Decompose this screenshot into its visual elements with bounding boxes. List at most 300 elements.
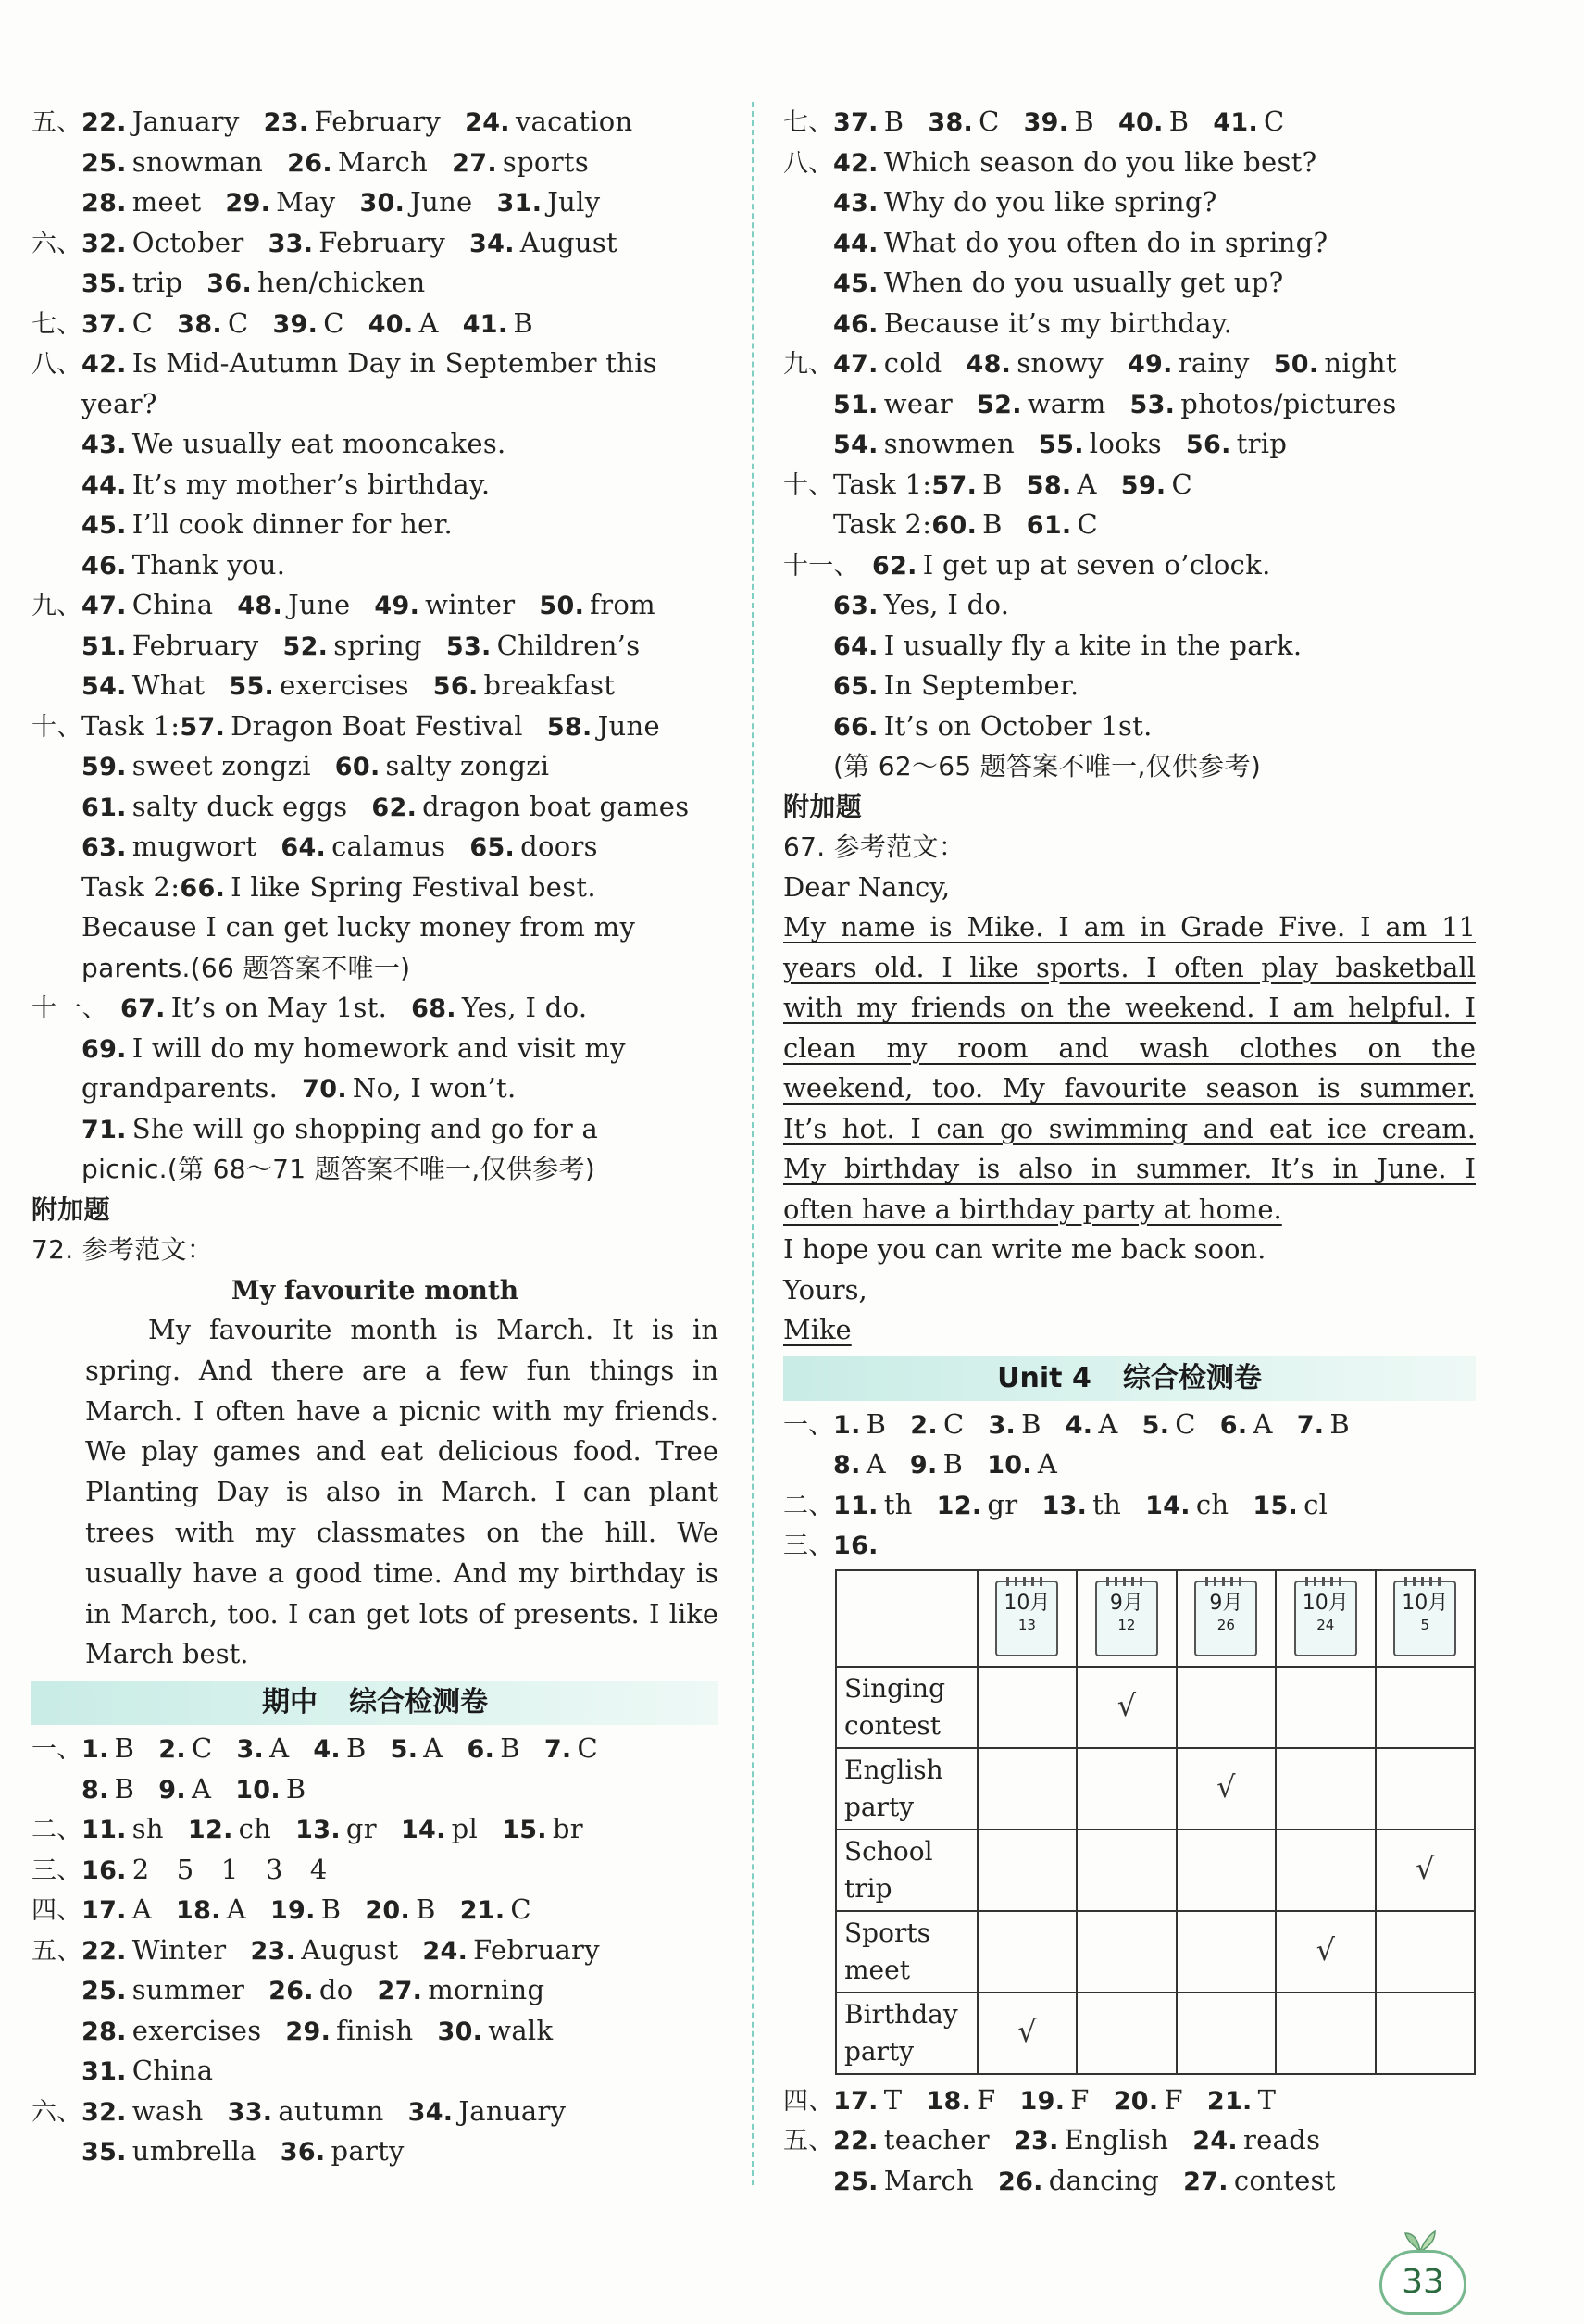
answer-line — [31, 948, 718, 989]
answer-line — [783, 424, 1476, 465]
question-number: 8. — [81, 1775, 109, 1805]
answer-text: We usually eat mooncakes. — [131, 428, 506, 459]
answer-text: contest — [1233, 2164, 1336, 2196]
table-cell — [978, 1830, 1077, 1911]
question-number: 58. — [1026, 470, 1072, 500]
letter-signature: Mike — [783, 1314, 852, 1345]
answer-text: breakfast — [483, 669, 616, 701]
question-number: 45. — [81, 511, 127, 540]
answer-text: I will do my homework and visit my — [131, 1031, 626, 1064]
answer-text: B — [320, 1893, 342, 1926]
answer-line — [783, 1485, 1476, 1526]
answer-text: February — [473, 1933, 600, 1966]
answer-line — [31, 304, 718, 344]
answer-text: T — [1257, 2083, 1277, 2116]
answer-text: hen/chicken — [257, 267, 426, 298]
answer-text: exercises — [280, 669, 409, 701]
answer-text: 2 5 1 3 4 — [131, 1853, 328, 1885]
section-number: 五、 — [783, 2127, 834, 2155]
question-number: 59. — [1120, 470, 1166, 500]
answer-line — [31, 143, 718, 183]
answer-text: C — [1077, 508, 1098, 540]
table-cell — [1376, 1830, 1475, 1911]
calendar-month: 9月 — [1109, 1591, 1143, 1615]
section-number: 十、 — [31, 712, 82, 742]
answer-line — [31, 787, 718, 828]
unit4-banner — [783, 1356, 1476, 1401]
right-answers — [783, 102, 1476, 787]
answer-line — [783, 1525, 1476, 1566]
answer-text: Yes, I do. — [461, 992, 588, 1023]
question-number: 31. — [496, 189, 543, 218]
table-header-row — [836, 1570, 1475, 1667]
answer-text: B — [1021, 1407, 1041, 1440]
answer-line — [783, 223, 1476, 264]
answer-line — [31, 1890, 718, 1930]
event-label — [836, 1667, 978, 1748]
answer-text: A — [131, 1893, 152, 1926]
table-row — [836, 1667, 1475, 1748]
left-answers — [31, 102, 718, 1190]
question-number: 35. — [81, 269, 127, 298]
table-cell — [1077, 1911, 1176, 1993]
section-number: 六、 — [31, 229, 82, 258]
answer-line — [31, 1930, 718, 1971]
table-cell — [1376, 1667, 1475, 1748]
question-number: 36. — [206, 269, 253, 298]
table-row — [836, 1748, 1475, 1830]
answer-text: B — [285, 1772, 306, 1805]
question-number: 33. — [268, 229, 314, 258]
answer-text: wear — [883, 387, 954, 419]
page-number: 33 — [1379, 2250, 1466, 2315]
question-number: 66. — [833, 712, 879, 742]
table-row — [836, 1993, 1475, 2074]
answer-text: C — [323, 306, 344, 339]
answer-text: photos/pictures — [1180, 387, 1397, 419]
question-number: 24. — [1192, 2127, 1238, 2155]
question-number: 64. — [833, 631, 879, 661]
calendar-month: 10月 — [1004, 1591, 1051, 1615]
answer-text: gr — [987, 1488, 1018, 1520]
question-number: 52. — [282, 631, 329, 661]
answer-text: January — [131, 106, 240, 137]
question-number: 12. — [936, 1491, 982, 1520]
answer-line — [31, 2131, 718, 2172]
answer-line — [783, 2161, 1476, 2202]
answer-text: When do you usually get up? — [883, 267, 1284, 298]
answer-text: B — [883, 106, 904, 137]
answer-text: B — [346, 1732, 367, 1765]
answer-text: calamus — [331, 831, 446, 862]
date-cell — [1077, 1570, 1176, 1667]
answer-text: snowmen — [883, 428, 1016, 459]
answer-text: trip — [1236, 428, 1288, 459]
answer-text: F — [1164, 2083, 1183, 2116]
question-number: 45. — [833, 269, 879, 298]
calendar-day: 26 — [1216, 1616, 1235, 1633]
question-number: 50. — [539, 592, 585, 620]
answer-line — [31, 384, 718, 425]
answer-text: August — [519, 226, 617, 258]
answer-text: B — [866, 1407, 887, 1440]
section-number: 四、 — [31, 1896, 82, 1926]
section-number: 九、 — [783, 350, 834, 379]
question-number: 25. — [81, 1977, 127, 2006]
question-number: 52. — [977, 390, 1022, 419]
question-number: 3. — [236, 1735, 265, 1765]
question-number: 41. — [462, 309, 508, 339]
question-number: 17. — [81, 1896, 127, 1926]
continuation-text: grandparents. — [81, 1072, 279, 1104]
question-number: 21. — [1206, 2086, 1253, 2116]
answer-text: cl — [1303, 1488, 1328, 1520]
question-number: 3. — [988, 1410, 1017, 1440]
answer-text: June — [597, 709, 660, 742]
answer-text: dancing — [1048, 2164, 1160, 2196]
section-number: 十一、 — [31, 994, 107, 1023]
question-number: 13. — [1041, 1491, 1088, 1520]
question-number: 7. — [543, 1735, 572, 1765]
banner-part-a: Unit 4 — [997, 1361, 1091, 1394]
question-number: 53. — [1129, 390, 1176, 419]
question-number: 15. — [502, 1816, 547, 1845]
question-number: 28. — [81, 189, 127, 218]
question-number: 34. — [469, 229, 515, 258]
question-number: 60. — [931, 511, 978, 540]
answer-text: C — [577, 1732, 598, 1765]
question-number: 9. — [158, 1775, 186, 1805]
calendar-icon — [1194, 1581, 1257, 1656]
answer-text: trip — [131, 267, 183, 298]
question-number: 54. — [833, 431, 879, 459]
answer-line — [783, 666, 1476, 706]
section-number: 五、 — [31, 1936, 82, 1966]
question-number: 28. — [81, 2017, 127, 2046]
question-number: 5. — [390, 1735, 418, 1765]
answer-text: A — [1253, 1407, 1273, 1440]
question-number: 44. — [81, 470, 127, 500]
section-number: 一、 — [31, 1735, 82, 1765]
question-number: 36. — [280, 2138, 326, 2168]
answer-text: party — [331, 2135, 405, 2168]
answer-text: teacher — [883, 2124, 990, 2155]
answer-text: B — [500, 1732, 520, 1765]
answer-text: ch — [1195, 1488, 1229, 1520]
answer-line — [31, 1850, 718, 1891]
section-number: 三、 — [783, 1531, 834, 1560]
answer-text: A — [1098, 1407, 1118, 1440]
answer-line — [31, 182, 718, 223]
answer-text: B — [1074, 106, 1094, 137]
section-number: 七、 — [31, 309, 82, 339]
letter-line: My name is Mike. I am in Grade Five. I am 11 — [783, 911, 1476, 943]
question-number: 2. — [158, 1735, 186, 1765]
question-number: 51. — [81, 631, 127, 661]
continuation-text: picnic.(第 68～71 题答案不唯一,仅供参考) — [81, 1154, 595, 1184]
answer-text: mugwort — [131, 831, 257, 862]
answer-line — [31, 585, 718, 626]
answer-text: C — [227, 306, 249, 339]
question-number: 18. — [175, 1896, 221, 1926]
date-cell — [1177, 1570, 1276, 1667]
question-number: 10. — [235, 1775, 281, 1805]
answer-line — [31, 102, 718, 143]
essay — [31, 1310, 718, 1675]
answer-text: dragon boat games — [422, 790, 690, 822]
question-number: 51. — [833, 390, 879, 419]
answer-line — [31, 666, 718, 706]
question-number: 35. — [81, 2138, 127, 2168]
answer-text: Children’s — [496, 629, 641, 661]
section-number: 八、 — [31, 350, 82, 379]
answer-text: sports — [502, 145, 589, 178]
answer-text: pl — [451, 1813, 479, 1845]
answer-line — [783, 545, 1476, 586]
letter-closing: I hope you can write me back soon. — [783, 1233, 1266, 1265]
question-number: 43. — [81, 431, 127, 459]
question-number: 48. — [237, 592, 283, 620]
question-number: 65. — [469, 833, 516, 862]
question-number: 57. — [180, 712, 226, 742]
answer-text: July — [547, 186, 601, 218]
answer-text: night — [1324, 347, 1397, 379]
answer-text: salty zongzi — [385, 750, 550, 781]
answer-text: I usually fly a kite in the park. — [883, 629, 1303, 661]
question-number: 29. — [225, 189, 271, 218]
answer-line — [31, 706, 718, 747]
table-cell — [1177, 1748, 1276, 1830]
question-number: 69. — [81, 1034, 127, 1064]
question-number: 56. — [1185, 431, 1231, 459]
answer-text: March — [337, 145, 429, 178]
letter-line: clean my room and wash clothes on the — [783, 1031, 1476, 1064]
answer-text: sweet zongzi — [131, 750, 311, 781]
section-number: 五、 — [31, 108, 82, 137]
answer-text: C — [131, 306, 154, 339]
question-number: 6. — [467, 1735, 495, 1765]
section-number: 七、 — [783, 108, 834, 137]
question-number: 55. — [1039, 431, 1084, 459]
question-number: 58. — [546, 712, 592, 742]
question-number: 15. — [1253, 1491, 1299, 1520]
schedule-table — [835, 1569, 1476, 2075]
event-label-line1: Singing — [844, 1672, 946, 1704]
event-label — [836, 1748, 978, 1830]
question-number: 60. — [334, 753, 380, 781]
answer-text: vacation — [515, 106, 633, 137]
question-number: 66. — [180, 873, 226, 903]
question-number: 32. — [81, 2097, 127, 2127]
answer-text: B — [982, 508, 1003, 540]
section-number: 二、 — [783, 1491, 834, 1520]
unit4-answers — [783, 1405, 1476, 1566]
question-number: 32. — [81, 229, 127, 258]
event-label-line2: meet — [844, 1954, 910, 1985]
answer-text: B — [942, 1448, 964, 1480]
question-number: 19. — [269, 1896, 316, 1926]
question-number: 33. — [227, 2097, 273, 2127]
table-cell — [1077, 1993, 1176, 2074]
answer-text: February — [318, 226, 446, 258]
calendar-day: 24 — [1316, 1616, 1335, 1633]
question-number: 55. — [229, 672, 275, 701]
answer-text: finish — [336, 2014, 414, 2046]
question-number: 20. — [365, 1896, 411, 1926]
question-number: 1. — [833, 1410, 861, 1440]
answer-text: autumn — [278, 2094, 384, 2127]
section-number: 九、 — [31, 592, 82, 620]
question-number: 34. — [407, 2097, 454, 2127]
question-number: 23. — [250, 1936, 296, 1966]
answer-text: February — [314, 106, 442, 137]
answer-text: A — [269, 1732, 290, 1765]
question-number: 20. — [1113, 2086, 1159, 2116]
answer-text: th — [883, 1488, 913, 1520]
answer-text: T — [883, 2083, 903, 2116]
calendar-month: 10月 — [1302, 1591, 1349, 1615]
table-cell — [1376, 1993, 1475, 2074]
table-cell — [1177, 1993, 1276, 2074]
answer-text: br — [552, 1813, 583, 1845]
event-label-line1: English — [844, 1754, 943, 1785]
letter-line: weekend, too. My favourite season is summer. — [783, 1072, 1476, 1104]
answer-text: from — [590, 589, 655, 620]
answer-line — [783, 505, 1476, 545]
answer-line — [31, 545, 718, 586]
event-label — [836, 1993, 978, 2074]
answer-text: January — [458, 2094, 567, 2127]
left-column — [31, 102, 718, 2172]
answer-line — [783, 2120, 1476, 2161]
event-label — [836, 1911, 978, 1993]
question-number: 9. — [909, 1451, 938, 1480]
midterm-answers — [31, 1729, 718, 2172]
table-cell — [1077, 1830, 1176, 1911]
question-number: 39. — [272, 309, 318, 339]
section-number: 六、 — [31, 2097, 82, 2127]
question-number: 68. — [411, 994, 456, 1023]
answer-text: B — [513, 306, 534, 339]
midterm-banner — [31, 1681, 718, 1725]
answer-text: October — [131, 226, 244, 258]
question-number: 21. — [459, 1896, 505, 1926]
answer-line — [783, 706, 1476, 747]
table-cell — [978, 1667, 1077, 1748]
banner-part-b: 综合检测卷 — [349, 1686, 488, 1719]
answer-text: English — [1064, 2124, 1169, 2155]
answer-line — [783, 1444, 1476, 1485]
task-label: Task 2: — [833, 508, 932, 540]
question-number: 49. — [374, 592, 420, 620]
question-number: 44. — [833, 229, 879, 258]
answer-text: Why do you like spring? — [883, 186, 1217, 218]
answer-text: I get up at seven o’clock. — [922, 548, 1271, 581]
answer-text: C — [979, 106, 1000, 137]
calendar-icon — [995, 1581, 1058, 1656]
question-number: 13. — [295, 1816, 341, 1845]
question-number: 39. — [1023, 108, 1069, 137]
question-number: 6. — [1219, 1410, 1248, 1440]
answer-text: It’s my mother’s birthday. — [131, 468, 491, 500]
answer-text: cold — [883, 347, 942, 379]
check-mark: √ — [1316, 1932, 1335, 1968]
answer-line — [783, 304, 1476, 344]
extra-heading: 附加题 — [31, 1193, 110, 1225]
question-number: 18. — [926, 2086, 972, 2116]
question-number: 70. — [302, 1075, 347, 1104]
answer-text: B — [1168, 106, 1190, 137]
letter-line — [783, 1190, 1476, 1231]
question-number: 37. — [81, 309, 127, 339]
table-cell — [1376, 1748, 1475, 1830]
calendar-rings — [1404, 1577, 1445, 1586]
answer-text: spring — [333, 629, 422, 661]
table-cell — [1177, 1667, 1276, 1748]
table-cell — [978, 1748, 1077, 1830]
question-number: 38. — [177, 309, 222, 339]
essay-title: My favourite month — [231, 1274, 519, 1306]
question-number: 61. — [1026, 511, 1072, 540]
question-number: 23. — [1013, 2127, 1059, 2155]
answer-line — [783, 626, 1476, 667]
continuation-text: Because I can get lucky money from my — [81, 911, 636, 943]
question-number: 5. — [1141, 1410, 1170, 1440]
letter — [783, 868, 1476, 1351]
answer-line — [783, 585, 1476, 626]
question-number: 71. — [81, 1115, 127, 1144]
calendar-rings — [1006, 1577, 1047, 1586]
answer-text: Dragon Boat Festival — [231, 709, 523, 742]
question-number: 57. — [931, 470, 978, 500]
date-cell — [1276, 1570, 1375, 1667]
answer-line — [31, 1729, 718, 1769]
letter-line: with my friends on the weekend. I am helpful. I — [783, 992, 1476, 1023]
question-number: 31. — [81, 2057, 127, 2087]
question-number: 48. — [966, 350, 1012, 379]
answer-text: What do you often do in spring? — [883, 226, 1328, 258]
answer-text: A — [226, 1893, 246, 1926]
calendar-icon — [1095, 1581, 1158, 1656]
answer-text: summer — [131, 1974, 245, 2006]
check-mark: √ — [1416, 1851, 1435, 1886]
table-cell — [1177, 1911, 1276, 1993]
event-label-line2: party — [844, 1791, 915, 1822]
answer-text: wash — [131, 2094, 204, 2127]
answer-text: In September. — [883, 669, 1079, 701]
section-number: 一、 — [783, 1410, 834, 1440]
answer-text: do — [318, 1974, 354, 2006]
answer-text: B — [114, 1772, 135, 1805]
table-cell — [1276, 1830, 1375, 1911]
answer-text: Because it’s my birthday. — [883, 306, 1233, 339]
answer-text: It’s on October 1st. — [883, 709, 1153, 742]
question-number: 30. — [437, 2017, 483, 2046]
answer-text: exercises — [131, 2014, 262, 2046]
column-divider — [752, 102, 754, 2185]
table-cell — [1077, 1748, 1176, 1830]
event-label-line2: contest — [844, 1709, 942, 1741]
answer-text: B — [1329, 1407, 1350, 1440]
question-number: 46. — [833, 309, 879, 339]
answer-line — [783, 465, 1476, 506]
calendar-icon — [1294, 1581, 1357, 1656]
question-number: 11. — [833, 1491, 879, 1520]
answer-line — [31, 907, 718, 948]
answer-text: doors — [520, 831, 598, 862]
continuation-text: year? — [81, 387, 157, 419]
answer-line — [31, 1149, 718, 1190]
